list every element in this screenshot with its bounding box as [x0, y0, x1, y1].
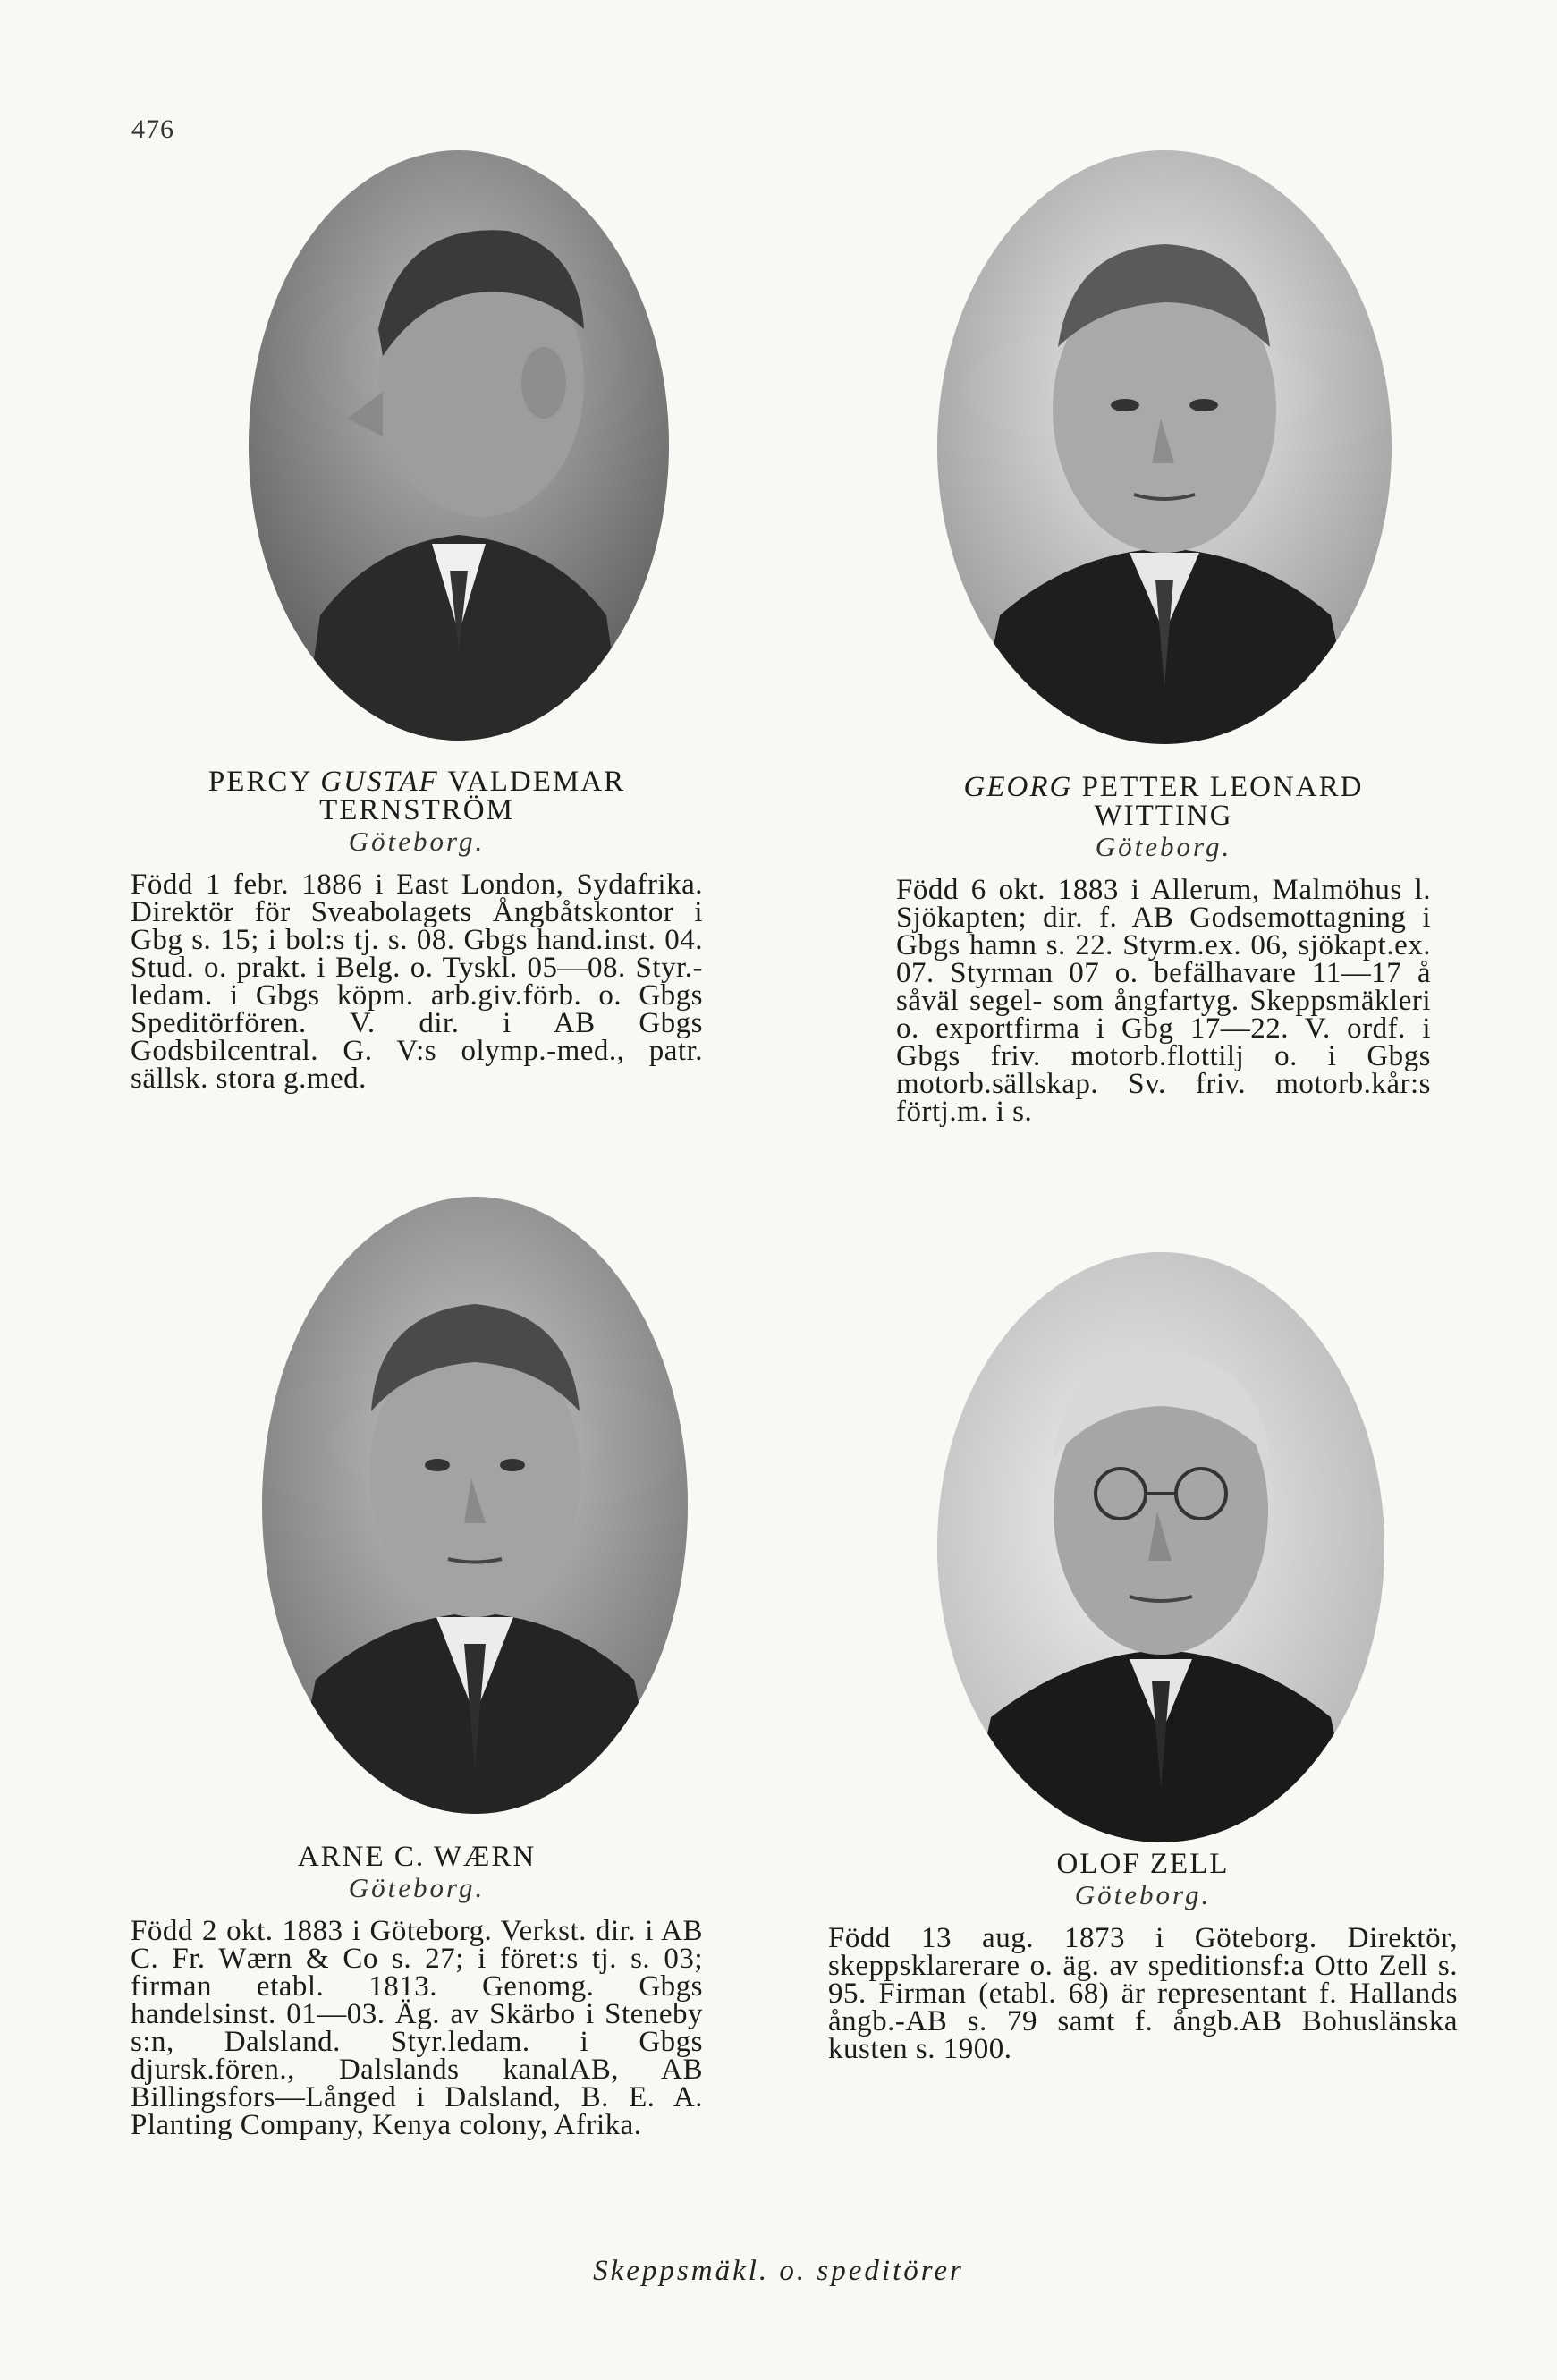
entry-biography: Född 6 okt. 1883 i Allerum, Malmöhus l. Sjökapten; dir. f. AB Godsemottagning i Gbgs hamn s. 22. Styrm.ex. 06, sjökapt.ex. 07. Styrman 07 o. befälhavare 11—17 å såväl segel- som ångfartyg. Skeppsmäkleri o. exportfirma i Gbg 17—22. V. ordf. i Gbgs friv. motorb.flottilj o. i Gbgs motorb.sällskap. Sv. friv. motorb.kår:s förtj.m. i s. [896, 874, 1431, 1128]
page-number: 476 [131, 114, 174, 144]
portrait-waern [262, 1197, 688, 1814]
entry-city: Göteborg. [1095, 831, 1232, 862]
entry-ternstrom [131, 767, 703, 1093]
section-footer: Skeppsmäkl. o. speditörer [593, 2255, 964, 2287]
entry-biography: Född 1 febr. 1886 i East London, Sydafrika. Direktör för Sveabolagets Ångbåtskontor i Gbg s. 15; i bol:s tj. s. 08. Gbgs hand.inst. 04. Stud. o. prakt. i Belg. o. Tyskl. 05—08. Styr.-ledam. i Gbgs köpm. arb.giv.förb. o. Gbgs Speditörfören. V. dir. i AB Gbgs Godsbilcentral. G. V:s olymp.-med., patr. sällsk. stora g.med. [131, 868, 703, 1095]
entry-biography: Född 13 aug. 1873 i Göteborg. Direktör, skeppsklarerare o. äg. av speditionsf:a Otto Zell s. 95. Firman (etabl. 68) är representant f. Hallands ångb.-AB s. 79 samt f. ångb.AB Bohuslänska kusten s. 1900. [828, 1922, 1458, 2065]
entry-biography: Född 2 okt. 1883 i Göteborg. Verkst. dir. i AB C. Fr. Wærn & Co s. 27; i föret:s tj. s. 03; firman etabl. 1813. Genomg. Gbgs handelsinst. 01—03. Äg. av Skärbo i Steneby s:n, Dalsland. Styr.ledam. i Gbgs djursk.fören., Dalslands kanalAB, AB Billingsfors—Långed i Dalsland, B. E. A. Planting Company, Kenya colony, Afrika. [131, 1915, 703, 2141]
entry-name: PERCY GUSTAF VALDEMAR TERNSTRÖM [207, 766, 626, 826]
entry-city: Göteborg. [348, 826, 486, 857]
entry-city: Göteborg. [348, 1872, 486, 1903]
entry-waern [131, 1842, 703, 2139]
entry-name: ARNE C. WÆRN [297, 1841, 537, 1873]
portrait-zell [937, 1252, 1384, 1842]
entry-zell [828, 1850, 1458, 2063]
portrait-witting [937, 150, 1392, 744]
portrait-ternstrom [249, 150, 669, 741]
entry-name: GEORG PETTER LEONARD WITTING [963, 771, 1364, 832]
entry-city: Göteborg. [1074, 1879, 1212, 1910]
entry-witting [896, 773, 1431, 1126]
entry-name: OLOF ZELL [1056, 1848, 1230, 1880]
